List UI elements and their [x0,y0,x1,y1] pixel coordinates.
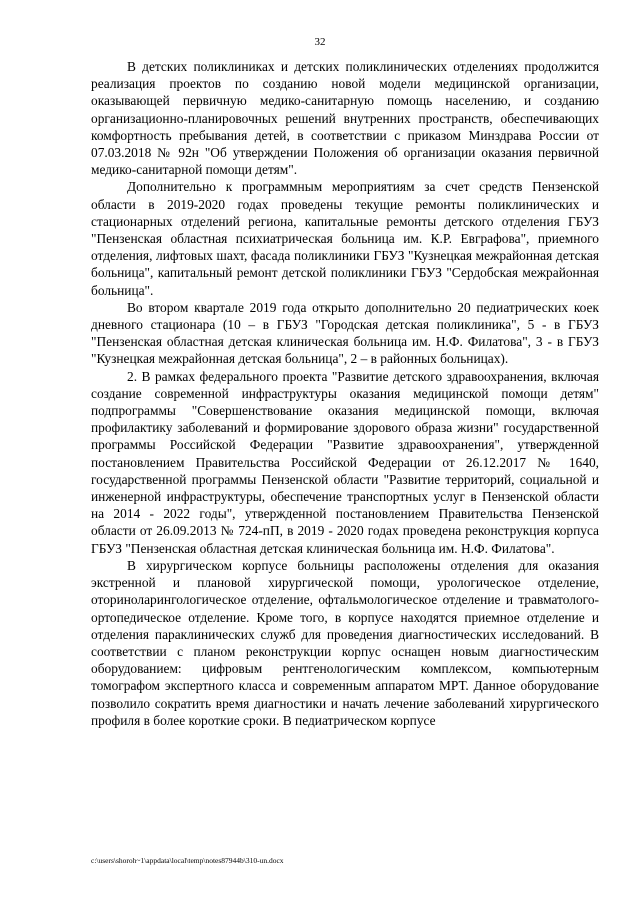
paragraph-4: 2. В рамках федерального проекта "Развитие детского здравоохранения, включая создание современной инфраструктуры оказания медицинской помощи детям" подпрограммы "Совершенствование оказания медицинской помощи, включая профилактику заболеваний и формирование здорового образа жизни" государственной программы Российской Федерации "Развитие здравоохранения", утвержденной постановлением Правительства Российской Федерации от 26.12.2017 № 1640, государственной программы Пензенской области "Развитие территорий, социальной и инженерной инфраструктуры, обеспечение транспортных услуг в Пензенской области на 2014 - 2022 годы", утвержденной постановлением Правительства Пензенской области от 26.09.2013 № 724-пП, в 2019 - 2020 годах проведена реконструкция корпуса ГБУЗ "Пензенская областная детская клиническая больница им. Н.Ф. Филатова". [91,368,599,556]
paragraph-5: В хирургическом корпусе больницы расположены отделения для оказания экстренной и плановой хирургической помощи, урологическое отделение, оториноларингологическое отделение, офтальмологическое отделение и травматолого-ортопедическое отделение. Кроме того, в корпусе находятся приемное отделение и отделения параклинических служб для проведения диагностических исследований. В соответствии с планом реконструкции корпус оснащен новым диагностическим оборудованием: цифровым рентгенологическим комплексом, компьютерным томографом экспертного класса и современным аппаратом МРТ. Данное оборудование позволило сократить время диагностики и начать лечение заболеваний хирургического профиля в более короткие сроки. В педиатрическом корпусе [91,557,599,728]
paragraph-1: В детских поликлиниках и детских поликлинических отделениях продолжится реализация проектов по созданию новой модели медицинской организации, оказывающей первичную медико-санитарную помощь населению, и созданию организационно-планировочных решений внутренних пространств, обеспечивающих комфортность пребывания детей, в соответствии с приказом Минздрава России от 07.03.2018 № 92н "Об утверждении Положения об организации оказания первичной медико-санитарной помощи детям". [91,59,599,178]
page-number: 32 [314,36,326,48]
document-body [91,58,599,729]
paragraph-3: Во втором квартале 2019 года открыто дополнительно 20 педиатрических коек дневного стационара (10 – в ГБУЗ "Городская детская поликлиника", 5 - в ГБУЗ "Пензенская областная детская клиническая больница им. Н.Ф. Филатова", 3 - в ГБУЗ "Кузнецкая межрайонная детская больница", 2 – в районных больницах). [91,299,599,367]
file-path-footer: c:\users\shoroh~1\appdata\local\temp\notes87944b\310-un.docx [91,856,284,865]
paragraph-2: Дополнительно к программным мероприятиям за счет средств Пензенской области в 2019-2020 годах проведены текущие ремонты поликлинических и стационарных отделений региона, капитальные ремонты детского отделения ГБУЗ "Пензенская областная психиатрическая больница им. К.Р. Евграфова", приемного отделения, лифтовых шахт, фасада поликлиники ГБУЗ "Кузнецкая межрайонная детская больница", капитальный ремонт детской поликлиники ГБУЗ "Сердобская межрайонная больница". [91,179,599,298]
